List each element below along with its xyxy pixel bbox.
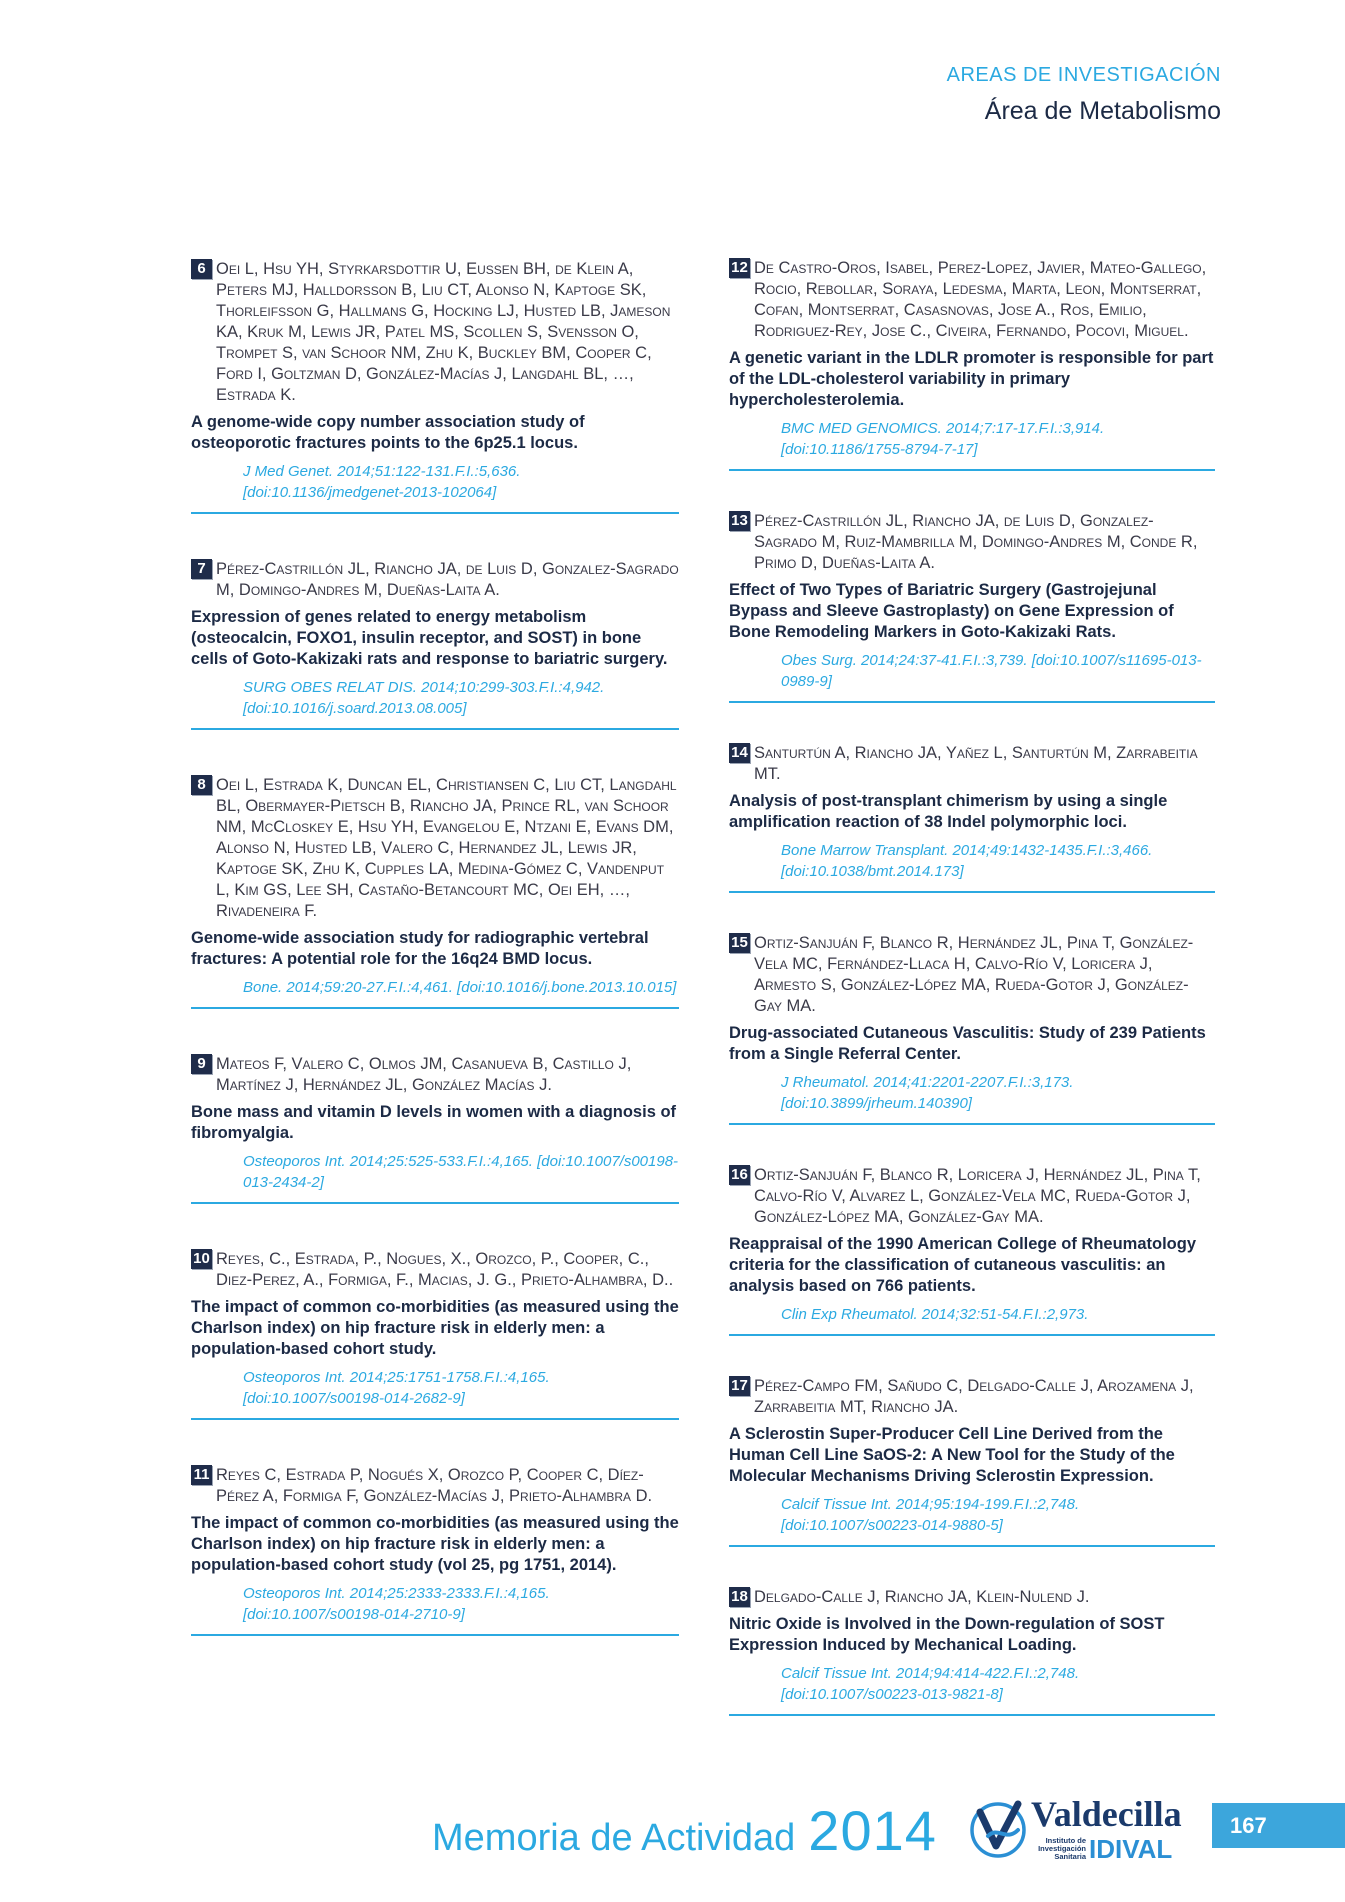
publication-number-badge: 8 bbox=[191, 775, 212, 795]
publication-entry bbox=[191, 1465, 679, 1636]
publication-authors bbox=[729, 1376, 1215, 1418]
publication-title: Nitric Oxide is Involved in the Down-regulation of SOST Expression Induced by Mechanical Loading. bbox=[729, 1615, 1165, 1654]
authors-text: Ortiz-Sanjuán F, Blanco R, Loricera J, Hernández JL, Pina T, Calvo-Río V, Alvarez L, González-Vela MC, Rueda-Gotor J, González-López MA, González-Gay MA. bbox=[754, 1166, 1201, 1226]
publication-title: Effect of Two Types of Bariatric Surgery (Gastrojejunal Bypass and Sleeve Gastroplasty) on Gene Expression of Bone Remodeling Markers in Goto-Kakizaki Rats. bbox=[729, 581, 1174, 641]
publication-number-badge: 11 bbox=[191, 1465, 212, 1485]
logo-acronym: IDIVAL bbox=[1089, 1834, 1173, 1864]
publication-number-badge: 9 bbox=[191, 1054, 212, 1074]
authors-text: Oei L, Hsu YH, Styrkarsdottir U, Eussen BH, de Klein A, Peters MJ, Halldorsson B, Liu CT, Alonso N, Kaptoge SK, Thorleifsson G, Hallmans G, Hocking LJ, Husted LB, Jameson KA, Kruk M, Lewis JR, Patel MS, Scollen S, Svensson O, Trompet S, van Schoor NM, Zhu K, Buckley BM, Cooper C, Ford I, Goltzman D, González-Macías J, Langdahl BL, …, Estrada K. bbox=[216, 260, 671, 404]
valdecilla-emblem-icon bbox=[968, 1796, 1030, 1862]
publication-entry bbox=[729, 258, 1215, 471]
authors-text: Mateos F, Valero C, Olmos JM, Casanueva B, Castillo J, Martínez J, Hernández JL, González Macías J. bbox=[216, 1055, 632, 1094]
logo-subtitle-line: Investigación bbox=[1038, 1844, 1086, 1853]
publication-title: Genome-wide association study for radiographic vertebral fractures: A potential role for the 16q24 BMD locus. bbox=[191, 929, 649, 968]
publication-title: The impact of common co-morbidities (as measured using the Charlson index) on hip fracture risk in elderly men: a population-based cohort study. bbox=[191, 1298, 679, 1358]
publication-entry bbox=[729, 1587, 1215, 1716]
publication-entry bbox=[729, 1165, 1215, 1336]
publication-authors bbox=[729, 1165, 1215, 1228]
publication-authors bbox=[191, 775, 679, 922]
publication-number-badge: 18 bbox=[729, 1587, 750, 1607]
publication-authors bbox=[729, 1587, 1215, 1608]
publication-citation: Osteoporos Int. 2014;25:525-533.F.I.:4,165. [doi:10.1007/s00198-013-2434-2] bbox=[243, 1153, 679, 1191]
publication-citation: Clin Exp Rheumatol. 2014;32:51-54.F.I.:2,973. bbox=[781, 1306, 1089, 1323]
publication-citation: Obes Surg. 2014;24:37-41.F.I.:3,739. [doi:10.1007/s11695-013-0989-9] bbox=[781, 652, 1202, 690]
publication-citation: J Med Genet. 2014;51:122-131.F.I.:5,636. [doi:10.1136/jmedgenet-2013-102064] bbox=[243, 463, 521, 501]
authors-text: Reyes, C., Estrada, P., Nogues, X., Orozco, P., Cooper, C., Diez-Perez, A., Formiga, F., Macias, J. G., Prieto-Alhambra, D.. bbox=[216, 1250, 674, 1289]
publication-authors bbox=[729, 933, 1215, 1017]
publication-title: Analysis of post-transplant chimerism by using a single amplification reaction of 38 Indel polymorphic loci. bbox=[729, 792, 1168, 831]
publication-authors bbox=[729, 511, 1215, 574]
publication-entry bbox=[191, 259, 679, 514]
logo-subtitle-line: Sanitaria bbox=[1054, 1852, 1086, 1861]
area-heading: Área de Metabolismo bbox=[984, 97, 1221, 125]
authors-text: Oei L, Estrada K, Duncan EL, Christiansen C, Liu CT, Langdahl BL, Obermayer-Pietsch B, Riancho JA, Prince RL, van Schoor NM, McCloskey E, Hsu YH, Evangelou E, Ntzani E, Evans DM, Alonso N, Husted LB, Valero C, Hernandez JL, Lewis JR, Kaptoge SK, Zhu K, Cupples LA, Medina-Gómez C, Vandenput L, Kim GS, Lee SH, Castaño-Betancourt MC, Oei EH, …, Rivadeneira F. bbox=[216, 776, 677, 920]
authors-text: Santurtún A, Riancho JA, Yañez L, Santurtún M, Zarrabeitia MT. bbox=[754, 744, 1198, 783]
publication-title: A Sclerostin Super-Producer Cell Line Derived from the Human Cell Line SaOS-2: A New Tool for the Study of the Molecular Mechanisms Driving Sclerostin Expression. bbox=[729, 1425, 1175, 1485]
page-number: 167 bbox=[1230, 1813, 1267, 1838]
publication-citation: Bone. 2014;59:20-27.F.I.:4,461. [doi:10.1016/j.bone.2013.10.015] bbox=[243, 979, 677, 996]
publication-number-badge: 15 bbox=[729, 933, 750, 953]
publication-citation: Calcif Tissue Int. 2014;94:414-422.F.I.:2,748. [doi:10.1007/s00223-013-9821-8] bbox=[781, 1665, 1080, 1703]
publication-entry bbox=[191, 775, 679, 1009]
publication-citation: Osteoporos Int. 2014;25:1751-1758.F.I.:4,165. [doi:10.1007/s00198-014-2682-9] bbox=[243, 1369, 550, 1407]
publication-citation: BMC MED GENOMICS. 2014;7:17-17.F.I.:3,914. [doi:10.1186/1755-8794-7-17] bbox=[781, 420, 1105, 458]
publication-authors bbox=[729, 258, 1215, 342]
publication-number-badge: 6 bbox=[191, 259, 212, 279]
publication-entry bbox=[729, 1376, 1215, 1547]
publication-authors bbox=[191, 1054, 679, 1096]
authors-text: Ortiz-Sanjuán F, Blanco R, Hernández JL, Pina T, González-Vela MC, Fernández-Llaca H, Calvo-Río V, Loricera J, Armesto S, González-López MA, Rueda-Gotor J, González-Gay MA. bbox=[754, 934, 1194, 1015]
publication-citation: J Rheumatol. 2014;41:2201-2207.F.I.:3,173. [doi:10.3899/jrheum.140390] bbox=[781, 1074, 1074, 1112]
logo-subtitle bbox=[1030, 1837, 1086, 1861]
publication-authors bbox=[191, 1465, 679, 1507]
publication-authors bbox=[729, 743, 1215, 785]
publications-right-column bbox=[729, 258, 1215, 1716]
authors-text: Pérez-Campo FM, Sañudo C, Delgado-Calle J, Arozamena J, Zarrabeitia MT, Riancho JA. bbox=[754, 1377, 1194, 1416]
publication-entry bbox=[729, 933, 1215, 1125]
publication-title: A genetic variant in the LDLR promoter is responsible for part of the LDL-cholesterol variability in primary hypercholesterolemia. bbox=[729, 349, 1214, 409]
publication-number-badge: 14 bbox=[729, 743, 750, 763]
publication-entry bbox=[191, 1249, 679, 1420]
report-year: 2014 bbox=[808, 1799, 937, 1862]
publication-citation: Osteoporos Int. 2014;25:2333-2333.F.I.:4,165. [doi:10.1007/s00198-014-2710-9] bbox=[243, 1585, 550, 1623]
publication-citation: Bone Marrow Transplant. 2014;49:1432-1435.F.I.:3,466. [doi:10.1038/bmt.2014.173] bbox=[781, 842, 1153, 880]
publication-number-badge: 7 bbox=[191, 559, 212, 579]
logo-name: Valdecilla bbox=[1031, 1794, 1182, 1834]
publication-title: The impact of common co-morbidities (as measured using the Charlson index) on hip fracture risk in elderly men: a population-based cohort study (vol 25, pg 1751, 2014). bbox=[191, 1514, 679, 1574]
publication-number-badge: 17 bbox=[729, 1376, 750, 1396]
page-number-box bbox=[1212, 1803, 1345, 1848]
publication-entry bbox=[729, 511, 1215, 703]
authors-text: Delgado-Calle J, Riancho JA, Klein-Nulend J. bbox=[754, 1588, 1090, 1606]
publications-left-column bbox=[191, 259, 679, 1636]
publication-entry bbox=[729, 743, 1215, 893]
publication-citation: Calcif Tissue Int. 2014;95:194-199.F.I.:2,748. [doi:10.1007/s00223-014-9880-5] bbox=[781, 1496, 1080, 1534]
section-heading: AREAS DE INVESTIGACIÓN bbox=[946, 64, 1221, 86]
publication-title: Drug-associated Cutaneous Vasculitis: Study of 239 Patients from a Single Referral Center. bbox=[729, 1024, 1206, 1063]
publication-title: A genome-wide copy number association study of osteoporotic fractures points to the 6p25.1 locus. bbox=[191, 413, 585, 452]
authors-text: De Castro-Oros, Isabel, Perez-Lopez, Javier, Mateo-Gallego, Rocio, Rebollar, Soraya, Ledesma, Marta, Leon, Montserrat, Cofan, Montserrat, Casasnovas, Jose A., Ros, Emilio, Rodriguez-Rey, Jose C., Civeira, Fernando, Pocovi, Miguel. bbox=[754, 259, 1207, 340]
logo-subtitle-line: Instituto de bbox=[1045, 1836, 1086, 1845]
authors-text: Pérez-Castrillón JL, Riancho JA, de Luis D, Gonzalez-Sagrado M, Ruiz-Mambrilla M, Domingo-Andres M, Conde R, Primo D, Dueñas-Laita A. bbox=[754, 512, 1198, 572]
publication-citation: SURG OBES RELAT DIS. 2014;10:299-303.F.I.:4,942. [doi:10.1016/j.soard.2013.08.005] bbox=[243, 679, 605, 717]
publication-authors bbox=[191, 559, 679, 601]
publication-number-badge: 12 bbox=[729, 258, 750, 278]
authors-text: Reyes C, Estrada P, Nogués X, Orozco P, Cooper C, Díez-Pérez A, Formiga F, González-Macías J, Prieto-Alhambra D. bbox=[216, 1466, 653, 1505]
publication-authors bbox=[191, 1249, 679, 1291]
publication-authors bbox=[191, 259, 679, 406]
publication-number-badge: 16 bbox=[729, 1165, 750, 1185]
report-title bbox=[432, 1800, 937, 1862]
authors-text: Pérez-Castrillón JL, Riancho JA, de Luis D, Gonzalez-Sagrado M, Domingo-Andres M, Dueñas-Laita A. bbox=[216, 560, 679, 599]
publication-entry bbox=[191, 1054, 679, 1204]
publication-entry bbox=[191, 559, 679, 730]
publication-number-badge: 13 bbox=[729, 511, 750, 531]
publication-title: Expression of genes related to energy metabolism (osteocalcin, FOXO1, insulin receptor, and SOST) in bone cells of Goto-Kakizaki rats and response to bariatric surgery. bbox=[191, 608, 668, 668]
publication-title: Bone mass and vitamin D levels in women with a diagnosis of fibromyalgia. bbox=[191, 1103, 677, 1142]
report-title-text: Memoria de Actividad bbox=[432, 1817, 796, 1859]
publication-number-badge: 10 bbox=[191, 1249, 212, 1269]
publication-title: Reappraisal of the 1990 American College of Rheumatology criteria for the classification of cutaneous vasculitis: an analysis based on 766 patients. bbox=[729, 1235, 1197, 1295]
